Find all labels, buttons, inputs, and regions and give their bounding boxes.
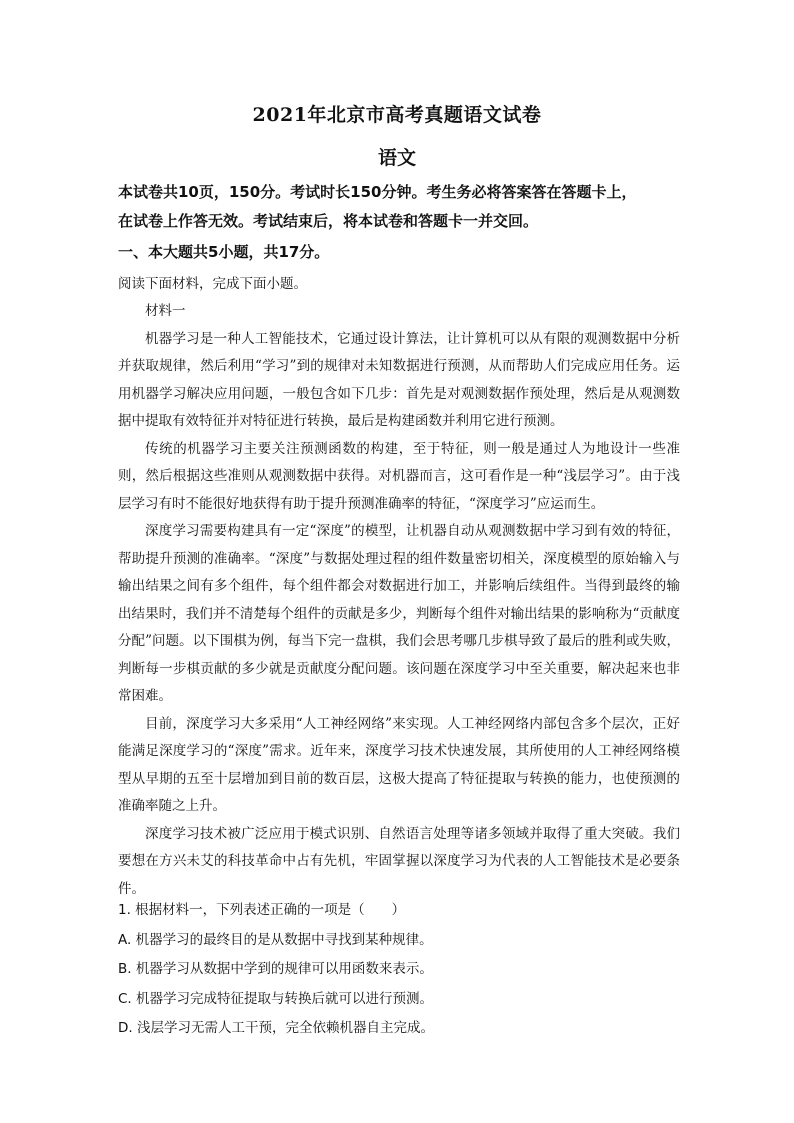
- notice-line: 在试卷上作答无效。考试结束后，将本试卷和答题卡一并交回。: [118, 212, 539, 230]
- option-a: A. 机器学习的最终目的是从数据中寻找到某种规律。: [118, 931, 433, 948]
- exam-notice: [118, 178, 680, 236]
- question-stem: 1. 根据材料一，下列表述正确的一项是（ ）: [118, 902, 406, 918]
- exam-title: 2021年北京市高考真题语文试卷: [252, 104, 542, 126]
- paragraph: 深度学习技术被广泛应用于模式识别、自然语言处理等诸多领域并取得了重大突破。我们要想在方兴未艾的科技革命中占有先机，牢固掌握以深度学习为代表的人工智能技术是必要条件。: [118, 825, 680, 897]
- paragraph: 传统的机器学习主要关注预测函数的构建，至于特征，则一般是通过人为地设计一些准则，然后根据这些准则从观测数据中获得。对机器而言，这可看作是一种“浅层学习”。由于浅层学习有时不能很好地获得有助于提升预测准确率的特征，“深度学习”应运而生。: [118, 440, 680, 512]
- paragraph: 目前，深度学习大多采用“人工神经网络”来实现。人工神经网络内部包含多个层次，正好能满足深度学习的“深度”需求。近年来，深度学习技术快速发展，其所使用的人工神经网络模型从早期的五至十层增加到目前的数百层，这极大提高了特征提取与转换的能力，也使预测的准确率随之上升。: [118, 715, 680, 814]
- section-heading: 一、本大题共5小题，共17分。: [118, 243, 330, 261]
- material-text: [118, 298, 680, 903]
- notice-line: 本试卷共10页，150分。考试时长150分钟。考生务必将答案答在答题卡上，: [118, 183, 637, 201]
- material-label: 材料一: [145, 303, 186, 319]
- question-1: [118, 896, 680, 1044]
- paragraph: 机器学习是一种人工智能技术，它通过设计算法，让计算机可以从有限的观测数据中分析并获取规律，然后利用“学习”到的规律对未知数据进行预测，从而帮助人们完成应用任务。运用机器学习解决应用问题，一般包含如下几步：首先是对观测数据作预处理，然后是从观测数据中提取有效特征并对特征进行转换，最后是构建函数并利用它进行预测。: [118, 330, 680, 429]
- subject-title: 语文: [377, 147, 416, 169]
- reading-instruction: 阅读下面材料，完成下面小题。: [118, 276, 307, 292]
- option-b: B. 机器学习从数据中学到的规律可以用函数来表示。: [118, 961, 433, 977]
- paragraph: 深度学习需要构建具有一定“深度”的模型，让机器自动从观测数据中学习到有效的特征，帮助提升预测的准确率。“深度”与数据处理过程的组件数量密切相关，深度模型的原始输入与输出结果之间有多个组件，每个组件都会对数据进行加工，并影响后续组件。当得到最终的输出结果时，我们并不清楚每个组件的贡献是多少，判断每个组件对输出结果的影响称为“贡献度分配”问题。以下围棋为例，每当下完一盘棋，我们会思考哪几步棋导致了最后的胜利或失败，判断每一步棋贡献的多少就是贡献度分配问题。该问题在深度学习中至关重要，解决起来也非常困难。: [118, 523, 680, 704]
- option-d: D. 浅层学习无需人工干预，完全依赖机器自主完成。: [118, 1020, 434, 1036]
- option-c: C. 机器学习完成特征提取与转换后就可以进行预测。: [118, 990, 434, 1007]
